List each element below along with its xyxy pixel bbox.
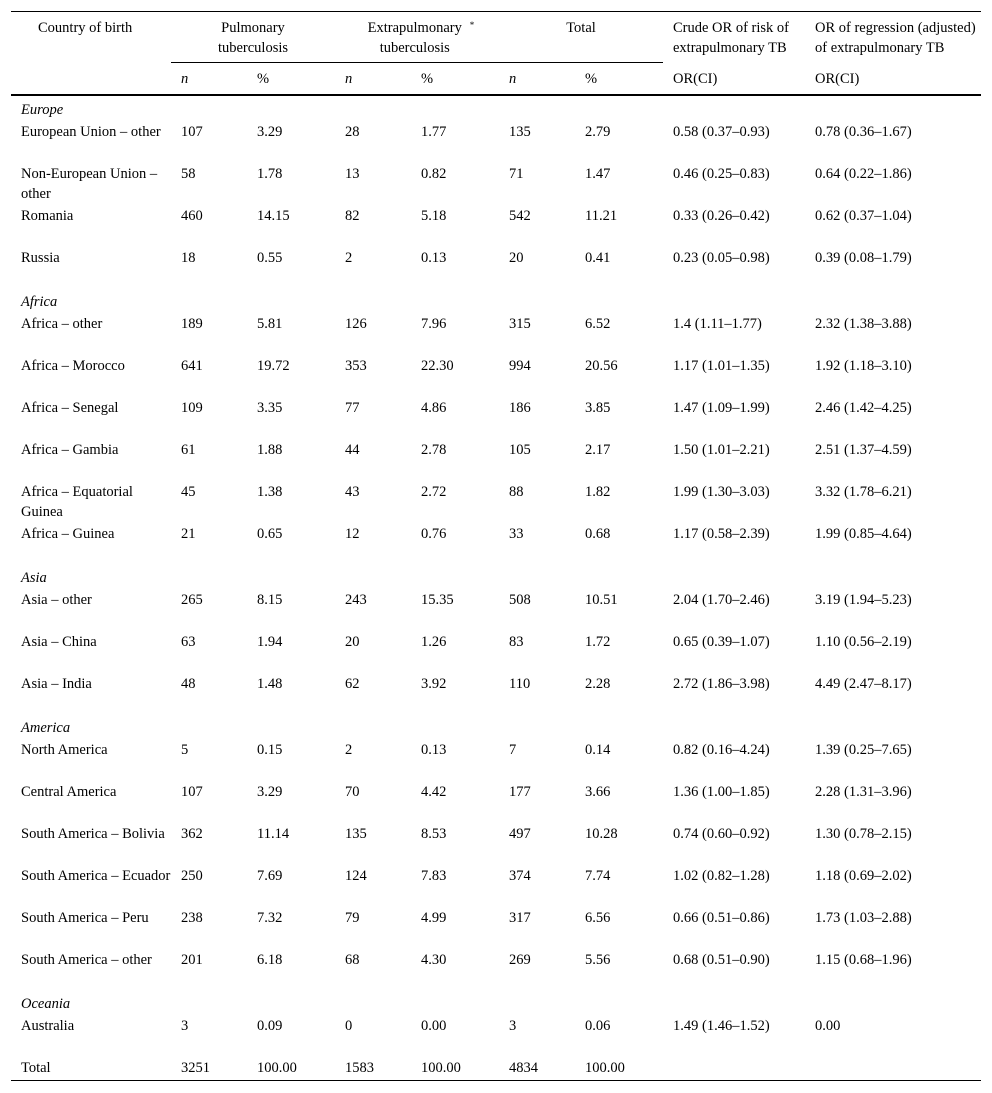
adjusted-or-cell: 3.32 (1.78–6.21) <box>815 484 912 500</box>
total-pct-cell: 7.74 <box>585 868 611 884</box>
header-pulmonary-n: n <box>171 63 247 96</box>
crude-or-cell: 2.72 (1.86–3.98) <box>673 676 770 692</box>
header-row-groups <box>11 12 981 63</box>
total-pct-cell: 10.28 <box>585 826 618 842</box>
total-pct-cell: 1.47 <box>585 166 611 182</box>
table-row <box>11 480 981 522</box>
total-row <box>11 1056 981 1081</box>
pulmonary-pct-cell: 1.94 <box>257 634 283 650</box>
country-cell: Africa – Morocco <box>21 358 125 374</box>
pulmonary-n-cell: 61 <box>181 442 196 458</box>
total-n-cell: 135 <box>509 124 531 140</box>
country-cell: European Union – other <box>21 124 161 140</box>
table-row <box>11 162 981 204</box>
extrapulmonary-pct-cell: 5.18 <box>421 208 447 224</box>
total-n-cell: 177 <box>509 784 531 800</box>
extrapulmonary-n-cell: 353 <box>345 358 367 374</box>
country-cell: South America – Bolivia <box>21 826 165 842</box>
table-row <box>11 438 981 480</box>
extrapulmonary-pct-cell: 0.13 <box>421 250 447 266</box>
total-n-cell: 88 <box>509 484 524 500</box>
pulmonary-pct-cell: 14.15 <box>257 208 290 224</box>
extrapulmonary-pct-cell: 8.53 <box>421 826 447 842</box>
adjusted-or-cell: 2.51 (1.37–4.59) <box>815 442 912 458</box>
adjusted-or-cell: 1.92 (1.18–3.10) <box>815 358 912 374</box>
country-cell: Australia <box>21 1018 75 1034</box>
extrapulmonary-n-cell: 20 <box>345 634 360 650</box>
table-row <box>11 246 981 288</box>
extrapulmonary-n-cell: 2 <box>345 742 353 758</box>
footnote-mark: * <box>469 20 475 30</box>
header-crude-orci: OR(CI) <box>663 63 805 96</box>
header-adjusted-orci: OR(CI) <box>805 63 981 96</box>
extrapulmonary-n-cell: 12 <box>345 526 360 542</box>
total-n-cell: 33 <box>509 526 524 542</box>
pulmonary-n-cell: 18 <box>181 250 196 266</box>
total-n-cell: 105 <box>509 442 531 458</box>
extrapulmonary-pct-cell: 1.26 <box>421 634 447 650</box>
table-row <box>11 906 981 948</box>
header-total-n: n <box>499 63 575 96</box>
header-adjusted-or: OR of regression (adjusted) of extrapulmonary TB <box>815 20 976 56</box>
region-label: Asia <box>21 570 47 586</box>
crude-or-cell: 1.36 (1.00–1.85) <box>673 784 770 800</box>
pulmonary-pct-cell: 0.09 <box>257 1018 283 1034</box>
total-pct-cell: 0.06 <box>585 1018 611 1034</box>
total-adjusted-or-cell <box>805 1056 981 1081</box>
total-pct-cell: 2.28 <box>585 676 611 692</box>
adjusted-or-cell: 2.28 (1.31–3.96) <box>815 784 912 800</box>
extrapulmonary-pct-cell: 0.76 <box>421 526 447 542</box>
total-pct-cell: 11.21 <box>585 208 618 224</box>
country-cell: Asia – India <box>21 676 92 692</box>
extrapulmonary-n-cell: 79 <box>345 910 360 926</box>
country-cell: Africa – other <box>21 316 103 332</box>
table-row <box>11 354 981 396</box>
pulmonary-n-cell: 107 <box>181 784 203 800</box>
total-pct-cell: 2.79 <box>585 124 611 140</box>
header-total-pct: % <box>575 63 663 96</box>
extrapulmonary-pct-cell: 22.30 <box>421 358 454 374</box>
country-cell: Africa – Senegal <box>21 400 119 416</box>
extrapulmonary-pct-cell: 0.82 <box>421 166 447 182</box>
extrapulmonary-pct-cell: 0.00 <box>421 1018 447 1034</box>
extrapulmonary-n-cell: 126 <box>345 316 367 332</box>
extrapulmonary-pct-cell: 4.42 <box>421 784 447 800</box>
crude-or-cell: 0.58 (0.37–0.93) <box>673 124 770 140</box>
country-cell: North America <box>21 742 108 758</box>
crude-or-cell: 1.4 (1.11–1.77) <box>673 316 762 332</box>
region-label: Oceania <box>21 996 71 1012</box>
pulmonary-n-cell: 5 <box>181 742 189 758</box>
total-n-cell: 7 <box>509 742 517 758</box>
country-cell: Asia – other <box>21 592 92 608</box>
pulmonary-pct-cell: 1.88 <box>257 442 283 458</box>
pulmonary-n-cell: 238 <box>181 910 203 926</box>
total-pct-cell: 2.17 <box>585 442 611 458</box>
region-row <box>11 990 981 1014</box>
header-extrapulmonary-n: n <box>335 63 411 96</box>
country-cell: Non-European Union – other <box>21 166 158 202</box>
pulmonary-pct-cell: 1.38 <box>257 484 283 500</box>
country-cell: South America – Ecuador <box>21 868 171 884</box>
crude-or-cell: 0.74 (0.60–0.92) <box>673 826 770 842</box>
total-n-cell: 994 <box>509 358 531 374</box>
pulmonary-pct-cell: 11.14 <box>257 826 290 842</box>
pulmonary-pct-cell: 7.32 <box>257 910 283 926</box>
region-label: Europe <box>21 102 64 118</box>
region-row <box>11 288 981 312</box>
country-cell: Romania <box>21 208 74 224</box>
adjusted-or-cell: 1.99 (0.85–4.64) <box>815 526 912 542</box>
header-country: Country of birth <box>38 20 133 36</box>
total-total-pct-cell: 100.00 <box>585 1060 625 1076</box>
total-n-cell: 315 <box>509 316 531 332</box>
adjusted-or-cell: 4.49 (2.47–8.17) <box>815 676 912 692</box>
adjusted-or-cell: 0.62 (0.37–1.04) <box>815 208 912 224</box>
region-row <box>11 714 981 738</box>
crude-or-cell: 1.02 (0.82–1.28) <box>673 868 770 884</box>
table-row <box>11 630 981 672</box>
total-n-cell: 110 <box>509 676 531 692</box>
adjusted-or-cell: 0.39 (0.08–1.79) <box>815 250 912 266</box>
extrapulmonary-n-cell: 44 <box>345 442 360 458</box>
crude-or-cell: 1.47 (1.09–1.99) <box>673 400 770 416</box>
extrapulmonary-n-cell: 70 <box>345 784 360 800</box>
extrapulmonary-n-cell: 82 <box>345 208 360 224</box>
adjusted-or-cell: 2.46 (1.42–4.25) <box>815 400 912 416</box>
total-pct-cell: 20.56 <box>585 358 618 374</box>
pulmonary-n-cell: 460 <box>181 208 203 224</box>
pulmonary-pct-cell: 0.55 <box>257 250 283 266</box>
extrapulmonary-n-cell: 62 <box>345 676 360 692</box>
total-pct-cell: 1.72 <box>585 634 611 650</box>
extrapulmonary-pct-cell: 2.72 <box>421 484 447 500</box>
total-pulmonary-pct-cell: 100.00 <box>257 1060 297 1076</box>
country-cell: Russia <box>21 250 60 266</box>
extrapulmonary-pct-cell: 1.77 <box>421 124 447 140</box>
region-row <box>11 564 981 588</box>
extrapulmonary-pct-cell: 7.83 <box>421 868 447 884</box>
country-cell: Africa – Gambia <box>21 442 119 458</box>
total-pct-cell: 0.14 <box>585 742 611 758</box>
region-label: America <box>21 720 71 736</box>
crude-or-cell: 1.17 (0.58–2.39) <box>673 526 770 542</box>
adjusted-or-cell: 2.32 (1.38–3.88) <box>815 316 912 332</box>
total-n-cell: 497 <box>509 826 531 842</box>
header-pulmonary: Pulmonary tuberculosis <box>171 12 335 63</box>
total-n-cell: 317 <box>509 910 531 926</box>
pulmonary-pct-cell: 1.78 <box>257 166 283 182</box>
header-total: Total <box>499 12 663 63</box>
crude-or-cell: 0.46 (0.25–0.83) <box>673 166 770 182</box>
pulmonary-pct-cell: 8.15 <box>257 592 283 608</box>
total-n-cell: 186 <box>509 400 531 416</box>
table-row <box>11 312 981 354</box>
crude-or-cell: 0.68 (0.51–0.90) <box>673 952 770 968</box>
pulmonary-n-cell: 189 <box>181 316 203 332</box>
table-row <box>11 120 981 162</box>
total-pct-cell: 3.85 <box>585 400 611 416</box>
crude-or-cell: 1.17 (1.01–1.35) <box>673 358 770 374</box>
total-n-cell: 71 <box>509 166 524 182</box>
crude-or-cell: 0.82 (0.16–4.24) <box>673 742 770 758</box>
country-cell: South America – other <box>21 952 152 968</box>
table-row <box>11 522 981 564</box>
pulmonary-pct-cell: 5.81 <box>257 316 283 332</box>
pulmonary-pct-cell: 1.48 <box>257 676 283 692</box>
extrapulmonary-n-cell: 68 <box>345 952 360 968</box>
country-cell: Africa – Equatorial Guinea <box>21 484 133 520</box>
extrapulmonary-pct-cell: 4.30 <box>421 952 447 968</box>
total-crude-or-cell <box>663 1056 805 1081</box>
total-n-cell: 269 <box>509 952 531 968</box>
pulmonary-pct-cell: 0.15 <box>257 742 283 758</box>
adjusted-or-cell: 1.15 (0.68–1.96) <box>815 952 912 968</box>
extrapulmonary-pct-cell: 7.96 <box>421 316 447 332</box>
total-n-cell: 374 <box>509 868 531 884</box>
crude-or-cell: 0.23 (0.05–0.98) <box>673 250 770 266</box>
region-label: Africa <box>21 294 58 310</box>
total-pct-cell: 3.66 <box>585 784 611 800</box>
header-country-blank <box>11 63 171 96</box>
pulmonary-n-cell: 48 <box>181 676 196 692</box>
total-total-n-cell: 4834 <box>509 1060 538 1076</box>
pulmonary-n-cell: 201 <box>181 952 203 968</box>
table-row <box>11 948 981 990</box>
header-pulmonary-pct: % <box>247 63 335 96</box>
table-row <box>11 822 981 864</box>
extrapulmonary-n-cell: 2 <box>345 250 353 266</box>
table-row <box>11 672 981 714</box>
total-pct-cell: 6.56 <box>585 910 611 926</box>
extrapulmonary-n-cell: 43 <box>345 484 360 500</box>
adjusted-or-cell: 0.64 (0.22–1.86) <box>815 166 912 182</box>
crude-or-cell: 1.50 (1.01–2.21) <box>673 442 770 458</box>
pulmonary-pct-cell: 3.29 <box>257 784 283 800</box>
total-extrapulmonary-pct-cell: 100.00 <box>421 1060 461 1076</box>
extrapulmonary-n-cell: 124 <box>345 868 367 884</box>
adjusted-or-cell: 1.30 (0.78–2.15) <box>815 826 912 842</box>
extrapulmonary-pct-cell: 4.99 <box>421 910 447 926</box>
extrapulmonary-n-cell: 77 <box>345 400 360 416</box>
table-row <box>11 738 981 780</box>
pulmonary-n-cell: 58 <box>181 166 196 182</box>
extrapulmonary-n-cell: 243 <box>345 592 367 608</box>
extrapulmonary-pct-cell: 15.35 <box>421 592 454 608</box>
pulmonary-n-cell: 109 <box>181 400 203 416</box>
extrapulmonary-n-cell: 13 <box>345 166 360 182</box>
pulmonary-n-cell: 21 <box>181 526 196 542</box>
extrapulmonary-pct-cell: 3.92 <box>421 676 447 692</box>
country-cell: Asia – China <box>21 634 97 650</box>
table-row <box>11 204 981 246</box>
adjusted-or-cell: 1.39 (0.25–7.65) <box>815 742 912 758</box>
extrapulmonary-pct-cell: 4.86 <box>421 400 447 416</box>
total-n-cell: 83 <box>509 634 524 650</box>
total-pct-cell: 0.68 <box>585 526 611 542</box>
pulmonary-n-cell: 265 <box>181 592 203 608</box>
adjusted-or-cell: 1.10 (0.56–2.19) <box>815 634 912 650</box>
pulmonary-n-cell: 45 <box>181 484 196 500</box>
crude-or-cell: 0.66 (0.51–0.86) <box>673 910 770 926</box>
pulmonary-n-cell: 3 <box>181 1018 189 1034</box>
pulmonary-pct-cell: 19.72 <box>257 358 290 374</box>
adjusted-or-cell: 3.19 (1.94–5.23) <box>815 592 912 608</box>
pulmonary-n-cell: 250 <box>181 868 203 884</box>
region-row <box>11 95 981 120</box>
pulmonary-n-cell: 641 <box>181 358 203 374</box>
pulmonary-pct-cell: 0.65 <box>257 526 283 542</box>
table-row <box>11 1014 981 1056</box>
crude-or-cell: 2.04 (1.70–2.46) <box>673 592 770 608</box>
total-pct-cell: 5.56 <box>585 952 611 968</box>
total-n-cell: 542 <box>509 208 531 224</box>
extrapulmonary-pct-cell: 0.13 <box>421 742 447 758</box>
pulmonary-pct-cell: 6.18 <box>257 952 283 968</box>
total-extrapulmonary-n-cell: 1583 <box>345 1060 374 1076</box>
adjusted-or-cell: 1.73 (1.03–2.88) <box>815 910 912 926</box>
crude-or-cell: 0.33 (0.26–0.42) <box>673 208 770 224</box>
extrapulmonary-pct-cell: 2.78 <box>421 442 447 458</box>
total-pct-cell: 1.82 <box>585 484 611 500</box>
header-extrapulmonary-pct: % <box>411 63 499 96</box>
table-row <box>11 780 981 822</box>
tb-country-table <box>11 11 981 1081</box>
total-n-cell: 508 <box>509 592 531 608</box>
adjusted-or-cell: 0.00 <box>815 1018 841 1034</box>
total-country-cell: Total <box>21 1060 51 1076</box>
crude-or-cell: 1.99 (1.30–3.03) <box>673 484 770 500</box>
country-cell: Central America <box>21 784 117 800</box>
header-crude-or: Crude OR of risk of extrapulmonary TB <box>673 20 789 56</box>
adjusted-or-cell: 0.78 (0.36–1.67) <box>815 124 912 140</box>
pulmonary-pct-cell: 3.29 <box>257 124 283 140</box>
header-extrapulmonary: Extrapulmonary tuberculosis* <box>335 12 499 63</box>
table-row <box>11 588 981 630</box>
pulmonary-n-cell: 63 <box>181 634 196 650</box>
total-pulmonary-n-cell: 3251 <box>181 1060 210 1076</box>
total-n-cell: 3 <box>509 1018 517 1034</box>
extrapulmonary-n-cell: 28 <box>345 124 360 140</box>
table-row <box>11 864 981 906</box>
table-body <box>11 95 981 1081</box>
header-row-units <box>11 63 981 96</box>
crude-or-cell: 1.49 (1.46–1.52) <box>673 1018 770 1034</box>
extrapulmonary-n-cell: 135 <box>345 826 367 842</box>
total-pct-cell: 6.52 <box>585 316 611 332</box>
country-cell: Africa – Guinea <box>21 526 115 542</box>
total-n-cell: 20 <box>509 250 524 266</box>
total-pct-cell: 10.51 <box>585 592 618 608</box>
table-row <box>11 396 981 438</box>
pulmonary-pct-cell: 3.35 <box>257 400 283 416</box>
extrapulmonary-n-cell: 0 <box>345 1018 353 1034</box>
pulmonary-n-cell: 362 <box>181 826 203 842</box>
pulmonary-n-cell: 107 <box>181 124 203 140</box>
crude-or-cell: 0.65 (0.39–1.07) <box>673 634 770 650</box>
adjusted-or-cell: 1.18 (0.69–2.02) <box>815 868 912 884</box>
total-pct-cell: 0.41 <box>585 250 611 266</box>
pulmonary-pct-cell: 7.69 <box>257 868 283 884</box>
country-cell: South America – Peru <box>21 910 149 926</box>
